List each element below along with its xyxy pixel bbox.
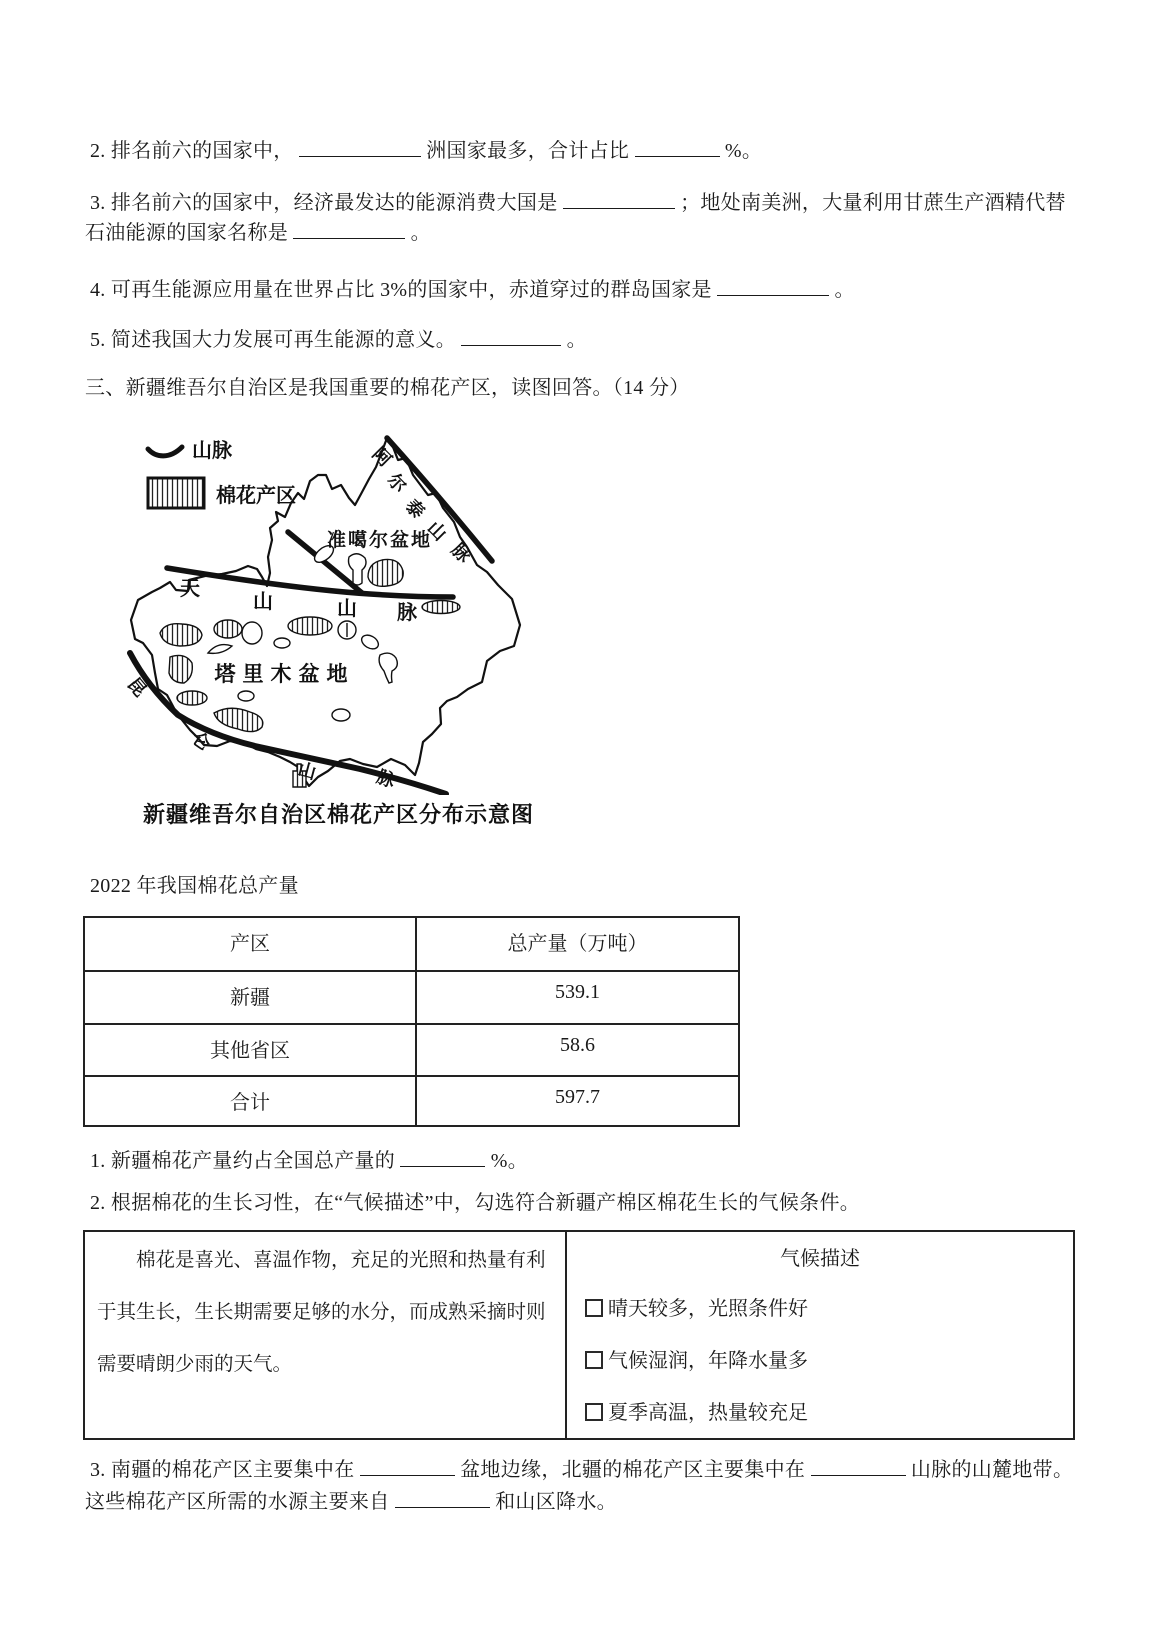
q2-text-pre: 2. 排名前六的国家中， xyxy=(90,140,294,162)
section-3-heading: 三、新疆维吾尔自治区是我国重要的棉花产区，读图回答。（14 分） xyxy=(85,377,690,399)
altai-char: 脉 xyxy=(447,539,475,567)
q1c-blank xyxy=(400,1147,485,1167)
question-cotton-2: 2. 根据棉花的生长习性，在“气候描述”中，勾选符合新疆产棉区棉花生长的气候条件。 xyxy=(90,1192,861,1214)
production-table xyxy=(83,916,740,1127)
question-cotton-3-line1 xyxy=(90,1453,1073,1482)
checkbox-sunny[interactable] xyxy=(585,1299,603,1317)
cotton-habit-text: 棉花是喜光、喜温作物，充足的光照和热量有利于其生长，生长期需要足够的水分，而成熟采摘时则需要晴朗少雨的天气。 xyxy=(85,1232,567,1438)
tarim-char: 盆 xyxy=(298,663,320,686)
cotton-blob xyxy=(359,632,381,651)
q4-text-pre: 4. 可再生能源应用量在世界占比 3%的国家中，赤道穿过的群岛国家是 xyxy=(90,279,712,301)
q1c-text-pre: 1. 新疆棉花产量约占全国总产量的 xyxy=(90,1150,396,1172)
q3-blank-2 xyxy=(293,219,405,239)
q3c-text-3: 山脉的山麓地带。 xyxy=(910,1459,1074,1481)
cell-region: 合计 xyxy=(85,1077,417,1125)
tianshan-range-line xyxy=(167,568,453,597)
kunlun-char: 脉 xyxy=(374,766,398,792)
question-cotton-3-line2 xyxy=(85,1485,617,1514)
tianshan-char: 山 xyxy=(337,598,357,620)
cotton-blob xyxy=(242,622,262,644)
legend-cotton-label: 棉花产区 xyxy=(216,485,296,507)
cotton-blob xyxy=(160,624,202,646)
cotton-blob xyxy=(208,645,232,654)
table-row xyxy=(85,1023,738,1075)
q3-blank-1 xyxy=(563,189,675,209)
tarim-char: 木 xyxy=(270,663,292,686)
altai-char: 泰 xyxy=(401,495,429,523)
kunlun-char: 山 xyxy=(295,759,319,783)
q3c-line2-suf: 和山区降水。 xyxy=(495,1491,617,1513)
q3c-blank-2 xyxy=(811,1456,906,1476)
checkbox-humid[interactable] xyxy=(585,1351,603,1369)
cell-output: 58.6 xyxy=(560,1034,595,1056)
q3-line2-pre: 石油能源的国家名称是 xyxy=(85,222,288,244)
production-table-title: 2022 年我国棉花总产量 xyxy=(90,875,299,897)
option-label: 气候湿润，年降水量多 xyxy=(608,1350,808,1372)
q2-text-suf: %。 xyxy=(724,140,763,162)
cotton-blob xyxy=(177,691,207,705)
legend-mountain-symbol xyxy=(148,447,182,456)
altai-char: 阿 xyxy=(368,443,396,471)
q5-text-pre: 5. 简述我国大力发展可再生能源的意义。 xyxy=(90,329,456,351)
cotton-blob xyxy=(368,559,403,586)
cell-region: 其他省区 xyxy=(85,1025,417,1075)
q3c-text-2: 盆地边缘，北疆的棉花产区主要集中在 xyxy=(460,1459,806,1481)
q3c-text-1: 3. 南疆的棉花产区主要集中在 xyxy=(90,1459,355,1481)
climate-option-row xyxy=(585,1292,808,1321)
kunlun-char: 昆 xyxy=(123,673,151,701)
tarim-char: 里 xyxy=(242,663,264,686)
question-energy-4 xyxy=(90,273,855,302)
xinjiang-cotton-map xyxy=(110,425,590,800)
cotton-blob xyxy=(288,617,332,635)
cell-output: 597.7 xyxy=(555,1086,600,1108)
table-row xyxy=(85,970,738,1023)
q3-text-pre: 3. 排名前六的国家中，经济最发达的能源消费大国是 xyxy=(90,192,558,214)
question-energy-3-line1 xyxy=(90,186,1066,215)
map-caption: 新疆维吾尔自治区棉花产区分布示意图 xyxy=(143,802,535,827)
altai-char: 山 xyxy=(423,517,451,545)
cotton-blob xyxy=(214,708,263,731)
table-header-row xyxy=(85,918,738,970)
cotton-blob xyxy=(274,638,290,648)
question-energy-5 xyxy=(90,323,587,352)
tarim-char: 地 xyxy=(326,663,348,686)
q5-blank xyxy=(461,326,561,346)
q4-text-suf: 。 xyxy=(834,279,855,301)
cotton-blob xyxy=(422,601,460,614)
col-header-region: 产区 xyxy=(85,918,417,970)
map-legend xyxy=(148,439,296,508)
q3c-line2-pre: 这些棉花产区所需的水源主要来自 xyxy=(85,1491,390,1513)
question-energy-3-line2 xyxy=(85,216,431,245)
kunlun-char: 仑 xyxy=(187,727,215,755)
cotton-blob xyxy=(238,691,254,701)
q2-text-mid: 洲国家最多，合计占比 xyxy=(426,140,630,162)
q4-blank xyxy=(717,276,829,296)
checkbox-hot-summer[interactable] xyxy=(585,1403,603,1421)
cotton-blob xyxy=(169,655,192,683)
option-label: 晴天较多，光照条件好 xyxy=(608,1298,808,1320)
q1c-text-suf: %。 xyxy=(490,1150,528,1172)
cotton-blob xyxy=(349,554,367,585)
label-kunlun-range xyxy=(124,674,399,792)
climate-option-row xyxy=(585,1396,808,1425)
label-tarim-basin xyxy=(214,662,348,686)
tarim-char: 塔 xyxy=(214,663,236,686)
q3c-blank-1 xyxy=(360,1456,455,1476)
q5-text-suf: 。 xyxy=(566,329,587,351)
legend-cotton-symbol xyxy=(148,478,204,508)
option-label: 夏季高温，热量较充足 xyxy=(608,1402,808,1424)
tianshan-char: 天 xyxy=(180,578,200,600)
cell-output: 539.1 xyxy=(555,981,600,1003)
col-header-output: 总产量（万吨） xyxy=(507,933,648,955)
altai-char: 尔 xyxy=(383,469,411,497)
question-cotton-1 xyxy=(90,1144,528,1173)
map-svg xyxy=(110,425,590,795)
cotton-blob xyxy=(332,709,350,721)
q2-blank-2 xyxy=(635,137,720,157)
climate-header: 气候描述 xyxy=(780,1248,860,1270)
q3-text-mid: ；地处南美洲，大量利用甘蔗生产酒精代替 xyxy=(680,192,1066,214)
cotton-blob xyxy=(379,653,397,683)
climate-selection-table xyxy=(83,1230,1075,1440)
tianshan-char: 山 xyxy=(253,591,273,613)
table-row xyxy=(85,1075,738,1125)
climate-options-cell xyxy=(567,1232,1073,1438)
cotton-blob xyxy=(214,620,242,638)
q3c-blank-3 xyxy=(395,1488,490,1508)
climate-option-row xyxy=(585,1344,808,1373)
label-junggar-basin: 准噶尔盆地 xyxy=(327,530,433,551)
legend-mountain-label: 山脉 xyxy=(192,440,232,462)
cell-region: 新疆 xyxy=(85,972,417,1023)
question-energy-2 xyxy=(90,134,762,163)
tianshan-char: 脉 xyxy=(397,602,417,624)
q3-line2-suf: 。 xyxy=(410,222,431,244)
q2-blank-1 xyxy=(299,137,421,157)
